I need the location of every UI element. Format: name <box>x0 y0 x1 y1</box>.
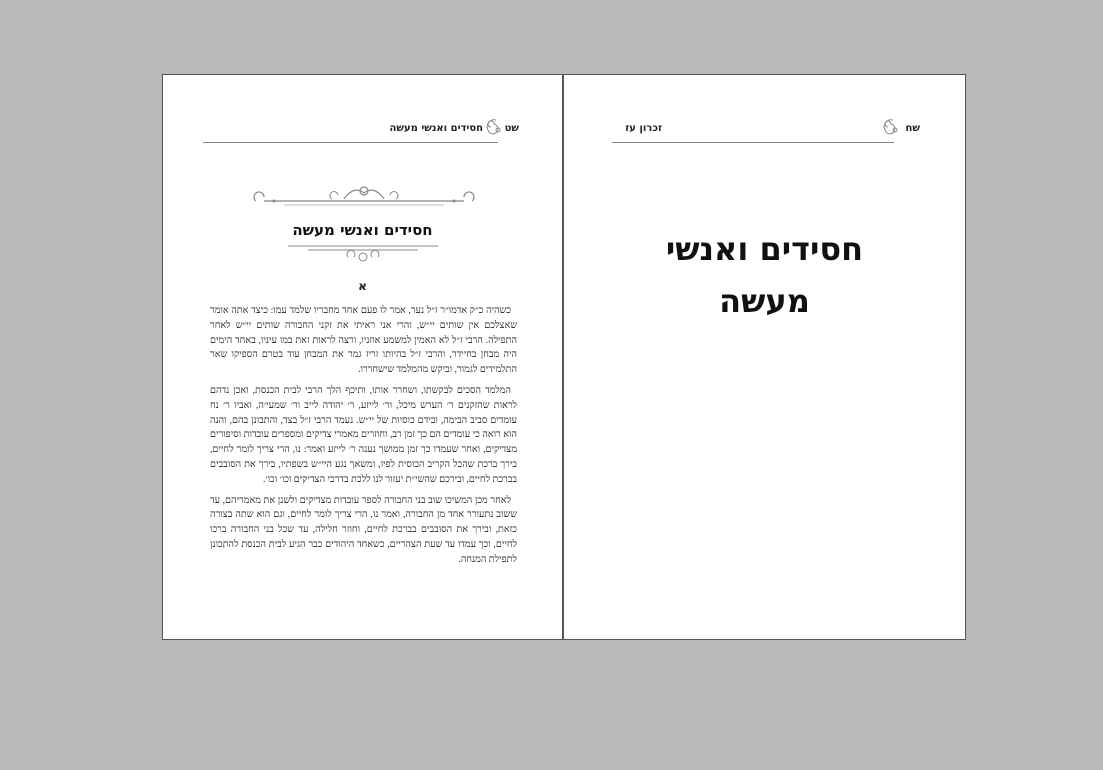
bottom-ornament-icon <box>288 243 438 265</box>
big-title <box>564 223 965 327</box>
section-letter: א <box>358 279 367 293</box>
running-header <box>612 123 920 141</box>
header-swirl-icon <box>481 119 501 135</box>
right-page <box>563 74 966 640</box>
left-page <box>162 74 563 640</box>
header-swirl-icon <box>878 119 898 135</box>
big-title-line: חסידים ואנשי <box>665 230 864 268</box>
chapter-title: חסידים ואנשי מעשה <box>292 221 433 239</box>
header-rule <box>612 142 894 143</box>
top-ornament-icon <box>244 185 484 211</box>
header-rule <box>203 142 498 143</box>
header-title: חסידים ואנשי מעשה <box>389 123 483 134</box>
page-number: שט <box>504 123 519 134</box>
header-title: זכרון עז <box>625 123 662 134</box>
page-number: שח <box>905 123 920 134</box>
body-text <box>210 304 517 574</box>
paragraph: המלמד הסכים לבקשתו, ושחרר אותו, ותיכף הלך הרבי לבית הכנסת, ואכן נדהם לראות שהזקנים ר׳ הערש מיכל, ור׳ לייזע, ר׳ יהודה לייב ור׳ שמעי׳ה, ואביו ר׳ נח עומדים סביב הבימה, ובידם כוסיות של יי״ש. נעמד הרבי ז״ל בצד, והתבונן בהם, והנה הוא רואה כי עומדים הם כך זמן רב, וחוזרים מאמרי צדיקים ומספרים עובדות וסיפורים מצדיקים, ואחר שעמדו כך זמן ממושך נענה ר׳ לייזע ואמר: נו, הרי צריך לומר לחיים, בירך ברכת שהכל הקריב הכוסית לפיו, ומשאך נגע היי״ש בשפתיו, בירך את הסובבים בברכת לחיים, ובירכם שהשי״ת יעזור לנו ללכת בדרכי הצדיקים וכו׳ וכו׳. <box>210 384 517 485</box>
paragraph: כשהיה כ״ק אדמו״ר ז״ל נער, אמר לו פעם אחד מחבריו שלמד עמו: כיצד אתה אומר שאצלכם אין שותים יי״ש, והרי אני ראיתי את זקני החבורה שותים יי״ש לאחר התפילה. הרבי ז״ל לא האמין למשמע אוזניו, ורצה לראות זאת במו עיניו, באחד הימים היה מבחן בחיידר, והרבי ז״ל בהיותו זריז גמר את המבחן עוד בטרם הספיקו שאר התלמידים לגמור, וביקש מהמלמד שישחררו. <box>210 305 517 376</box>
big-title-line: מעשה <box>719 282 810 320</box>
running-header <box>203 123 519 141</box>
paragraph: לאחר מכן המשיכו שוב בני החבורה לספר עובדות מצדיקים ולשנן את מאמריהם, עד ששוב נתעורר אחד מן החבורה, ואמר נו, הרי צריך לומר לחיים, וגם הוא שתה בצורה כזאת, ובירך את הסובבים בברכת לחיים, וחוזר חלילה, עד שכל בני החבורה ברכו לחיים, וכך עמדו עד שעת הצהריים, כשאחד היהודים כבר הגיע לבית הכנסת להתכונן לתפילת המנחה. <box>210 494 517 565</box>
